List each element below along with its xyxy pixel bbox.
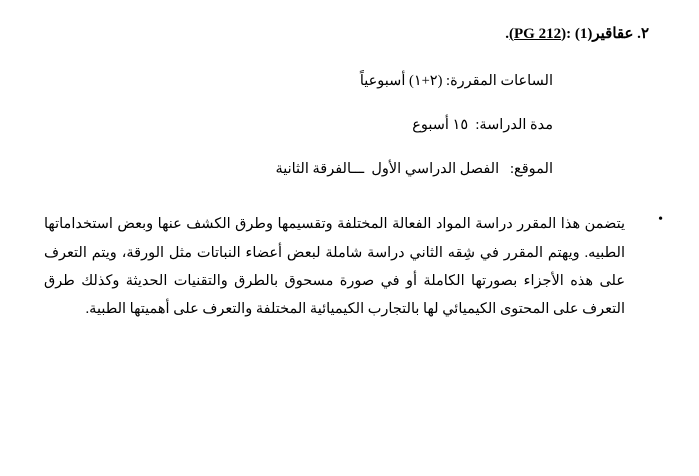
course-title-prefix: ٢. عقاقير(1) :(: [561, 26, 649, 42]
info-placement: الموقع: الفصل الدراسي الأول ـــالفرقة الثانية: [275, 160, 553, 177]
course-description-block: [36, 210, 663, 323]
course-code: PG 212: [514, 26, 562, 42]
info-study-duration: مدة الدراسة: ١٥ أسبوع: [412, 116, 553, 133]
course-info-block: [36, 71, 663, 180]
course-description-text: يتضمن هذا المقرر دراسة المواد الفعالة المختلفة وتقسيمها وطرق الكشف عنها وبعض استخداماتها الطبيه. ويهتم المقرر في شِقه الثاني دراسة شاملة لبعض أعضاء النباتات مثل الورقة، ويتم التعرف على هذه الأجزاء بصورتها الكاملة أو في صورة مسحوق بالطرق والتقنيات الحديثة وكذلك طرق التعرف على المحتوى الكيميائي لها بالتجارب الكيميائية المختلفة والتعرف على أهميتها الطبية.: [44, 216, 626, 318]
course-title-tail: ): [509, 26, 515, 42]
course-title-line: [36, 24, 649, 45]
info-credit-hours: الساعات المقررة: (٢+١) أسبوعياً: [359, 73, 553, 89]
bullet-icon: •: [658, 212, 663, 228]
course-title-period: .: [505, 26, 510, 42]
